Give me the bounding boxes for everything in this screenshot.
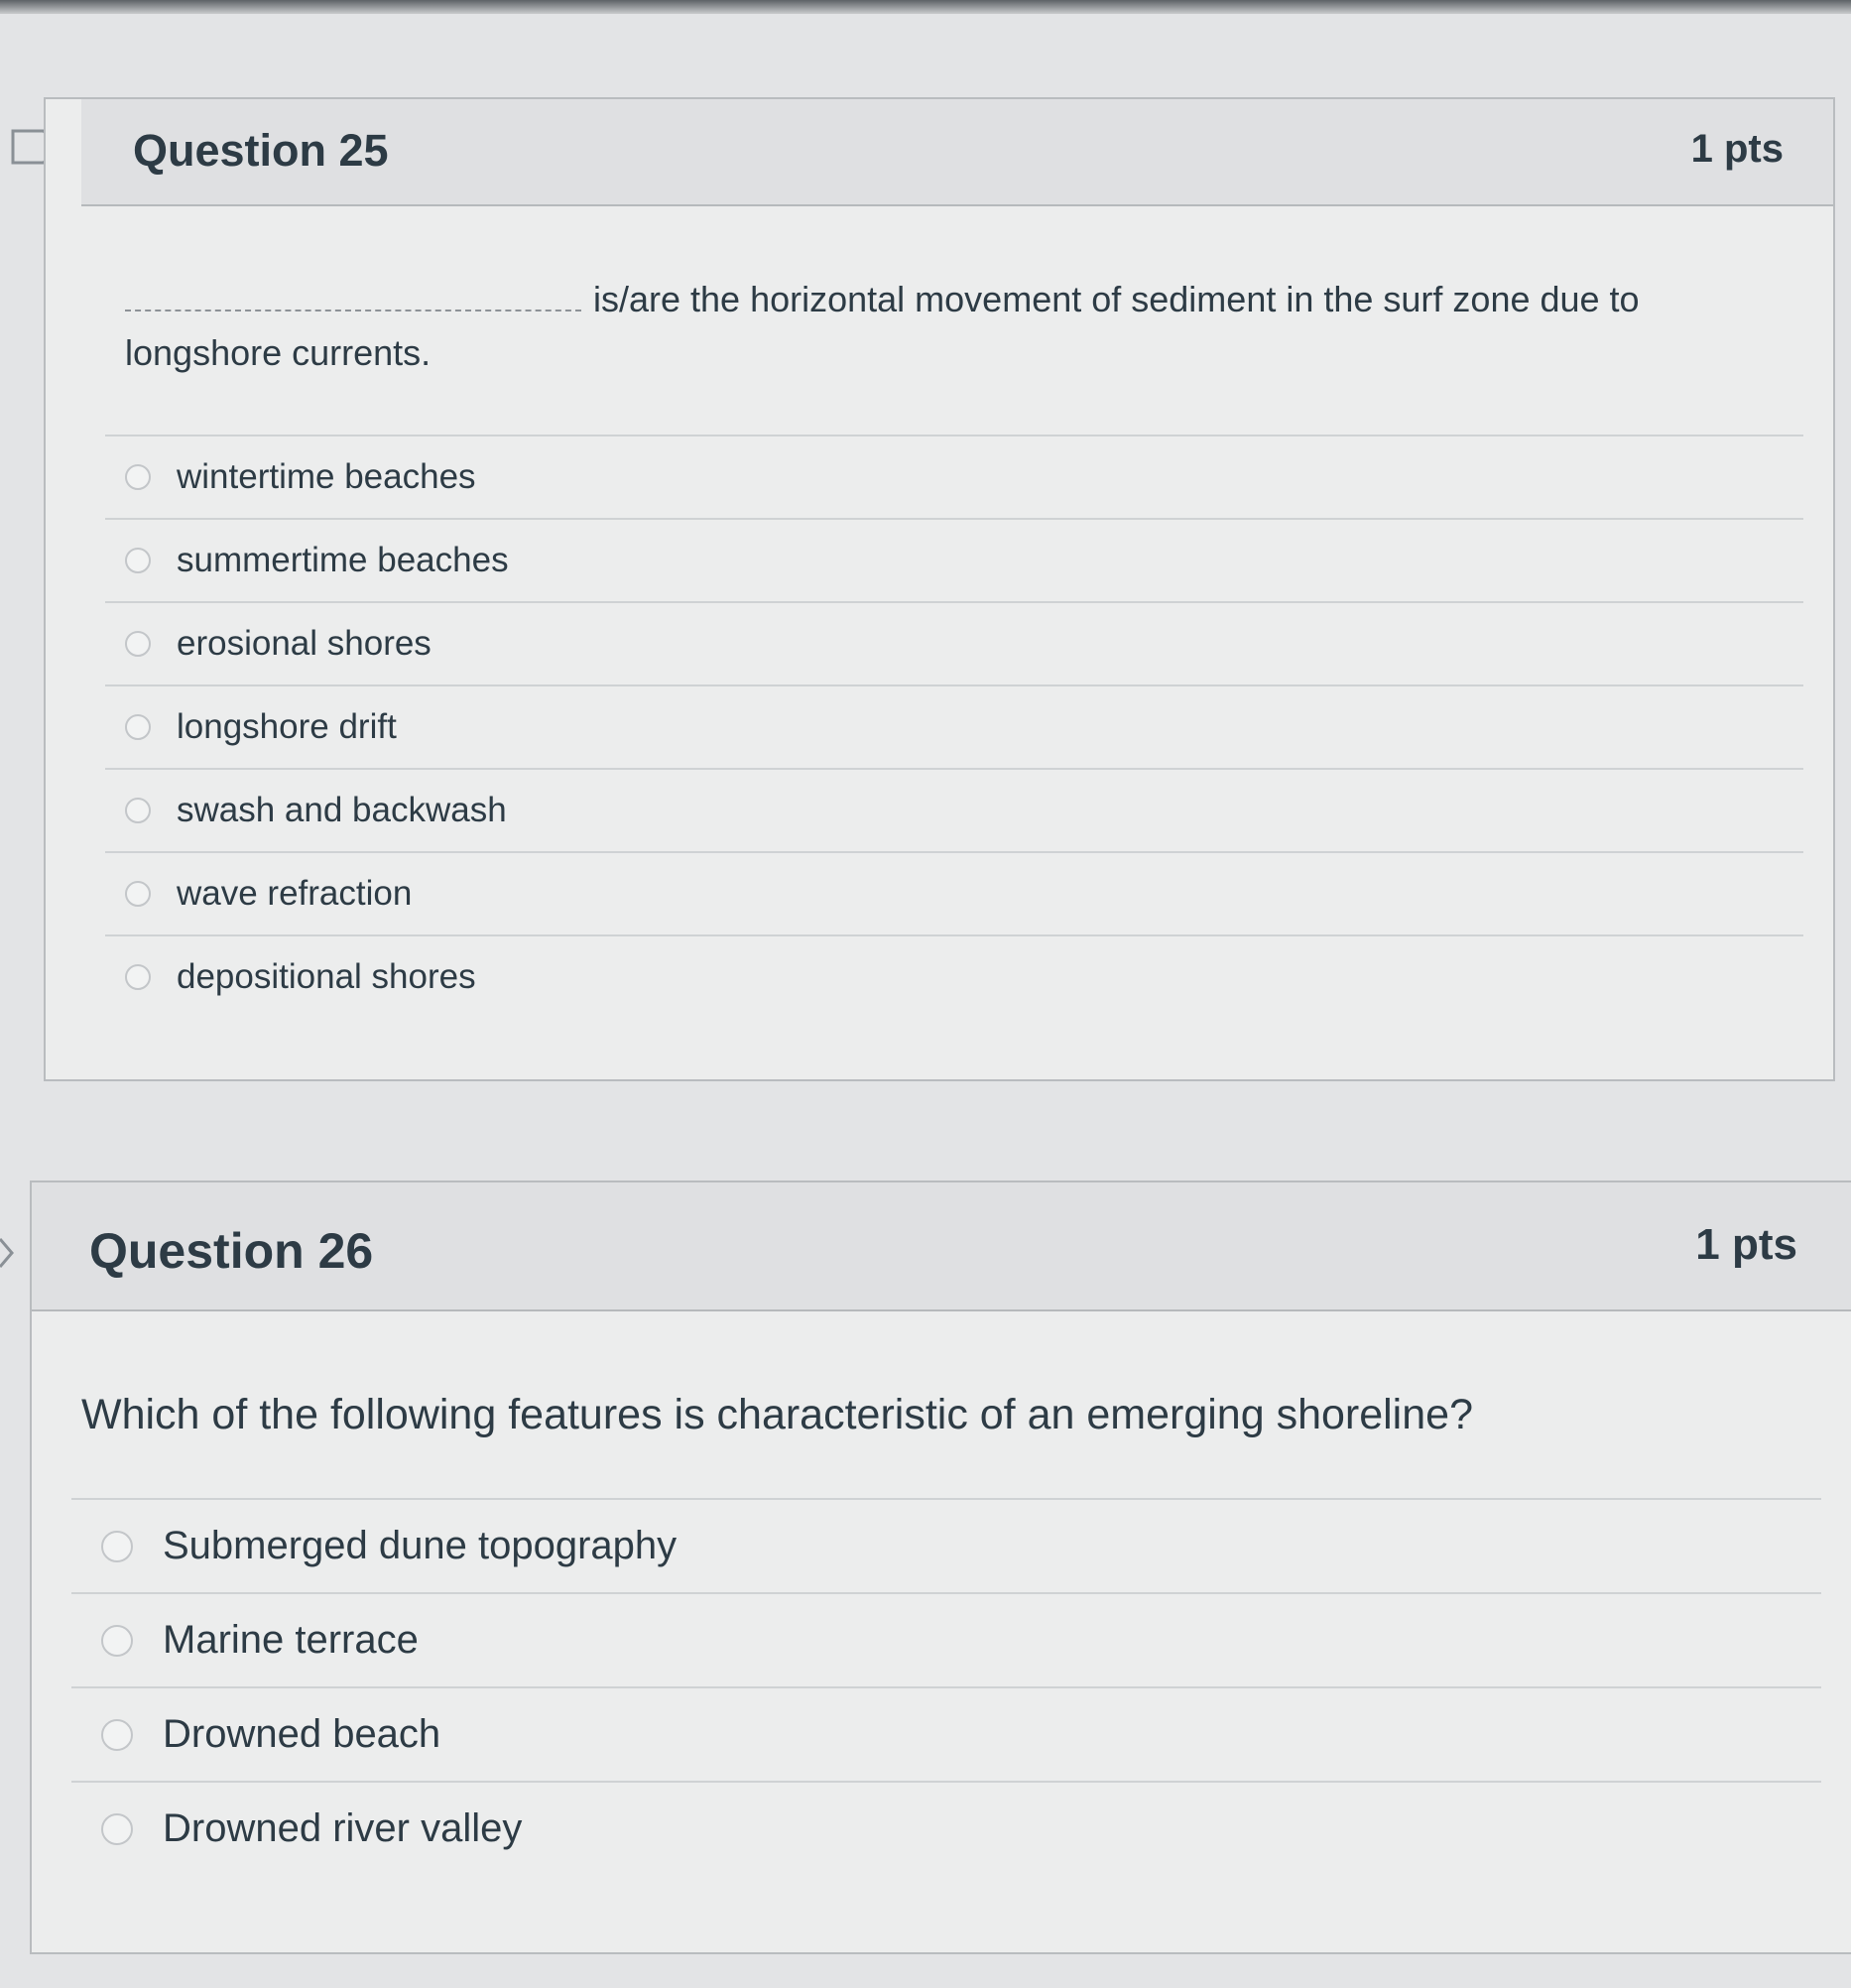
radio-unchecked-icon[interactable] xyxy=(125,548,151,573)
answer-option[interactable] xyxy=(71,1592,1821,1686)
answer-label: wave refraction xyxy=(177,874,413,913)
radio-unchecked-icon[interactable] xyxy=(125,881,151,907)
question-prompt-text: is/are the horizontal movement of sediment in the surf zone due to longshore currents. xyxy=(125,279,1640,373)
question-card-26 xyxy=(30,1180,1851,1954)
radio-unchecked-icon[interactable] xyxy=(101,1813,133,1845)
question-prompt xyxy=(81,1385,1827,1444)
question-points: 1 pts xyxy=(1690,127,1784,171)
radio-unchecked-icon[interactable] xyxy=(125,464,151,490)
answer-option[interactable] xyxy=(71,1498,1821,1592)
question-prompt-text: Which of the following features is characteristic of an emerging shoreline? xyxy=(81,1391,1473,1438)
answer-label: wintertime beaches xyxy=(177,457,476,496)
answer-option[interactable] xyxy=(71,1781,1821,1875)
answer-label: Drowned beach xyxy=(163,1712,441,1756)
answer-option[interactable] xyxy=(105,435,1803,518)
answer-list xyxy=(105,435,1803,1018)
answer-label: depositional shores xyxy=(177,957,476,996)
question-header xyxy=(81,99,1833,206)
question-points: 1 pts xyxy=(1695,1220,1797,1269)
answer-option[interactable] xyxy=(105,768,1803,851)
question-card-25 xyxy=(44,97,1835,1081)
answer-option[interactable] xyxy=(105,518,1803,601)
chevron-right-icon xyxy=(0,1235,14,1271)
answer-label: swash and backwash xyxy=(177,791,507,829)
answer-label: longshore drift xyxy=(177,707,397,746)
answer-label: erosional shores xyxy=(177,624,432,663)
radio-unchecked-icon[interactable] xyxy=(125,714,151,740)
browser-top-bar xyxy=(0,0,1851,14)
fill-in-blank xyxy=(125,280,581,311)
radio-unchecked-icon[interactable] xyxy=(101,1625,133,1657)
answer-label: Drowned river valley xyxy=(163,1806,523,1850)
radio-unchecked-icon[interactable] xyxy=(125,631,151,657)
radio-unchecked-icon[interactable] xyxy=(125,964,151,990)
radio-unchecked-icon[interactable] xyxy=(101,1531,133,1562)
answer-option[interactable] xyxy=(71,1686,1821,1781)
answer-option[interactable] xyxy=(105,684,1803,768)
radio-unchecked-icon[interactable] xyxy=(125,798,151,823)
answer-label: Marine terrace xyxy=(163,1618,419,1662)
question-title: Question 25 xyxy=(133,125,389,176)
answer-option[interactable] xyxy=(105,851,1803,934)
question-title: Question 26 xyxy=(89,1223,374,1279)
question-prompt xyxy=(125,273,1752,380)
question-header xyxy=(32,1182,1851,1311)
radio-unchecked-icon[interactable] xyxy=(101,1719,133,1751)
answer-list xyxy=(71,1498,1821,1875)
answer-label: summertime beaches xyxy=(177,541,509,579)
answer-option[interactable] xyxy=(105,601,1803,684)
answer-option[interactable] xyxy=(105,934,1803,1018)
answer-label: Submerged dune topography xyxy=(163,1524,678,1567)
